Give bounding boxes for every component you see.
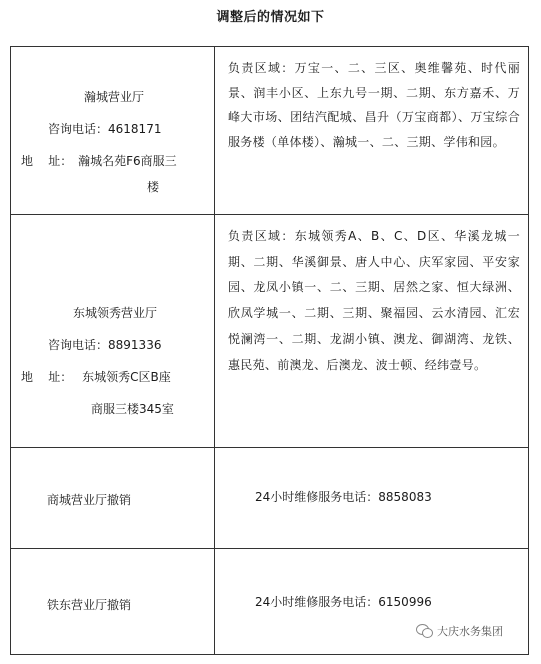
office-name: 瀚城营业厅 <box>84 90 145 104</box>
phone-label: 咨询电话： <box>48 122 109 136</box>
service-area-text: 负责区域：东城领秀A、B、C、D区、华溪龙城一期、二期、华溪御景、唐人中心、庆军家园、平安家园、龙凤小镇一、二、三期、居然之家、恒大绿洲、欣凤学城一、二期、三期、聚福园、云水清园、汇宏悦澜湾一、二期、龙湖小镇、澳龙、御湖湾、龙铁、惠民苑、前澳龙、后澳龙、波士顿、经纬壹号。 <box>228 229 520 372</box>
office-phone <box>48 117 161 141</box>
address-label: 地 址： <box>21 370 73 384</box>
office-info-cell <box>11 47 215 214</box>
hotline-number: 8858083 <box>378 490 432 504</box>
office-name: 东城领秀营业厅 <box>73 306 158 320</box>
closure-notice: 商城营业厅撤销 <box>47 493 132 507</box>
watermark-text: 大庆水务集团 <box>437 625 503 638</box>
closure-notice: 铁东营业厅撤销 <box>47 598 132 612</box>
repair-hotline <box>255 593 432 610</box>
watermark <box>416 620 503 642</box>
office-area-cell <box>215 215 528 447</box>
table-row <box>11 215 528 448</box>
phone-number: 8891336 <box>108 338 162 352</box>
table-row <box>11 448 528 549</box>
office-address <box>21 149 177 173</box>
closure-cell <box>11 448 215 548</box>
address-continued: 楼 <box>147 180 160 194</box>
wechat-icon <box>416 624 432 638</box>
hotline-label: 24小时维修服务电话： <box>255 595 379 609</box>
phone-number: 4618171 <box>108 122 162 136</box>
repair-hotline <box>255 488 432 505</box>
address-continued: 商服三楼345室 <box>91 402 174 416</box>
closure-cell <box>11 549 215 655</box>
office-table <box>10 46 529 655</box>
office-info-cell <box>11 215 215 447</box>
office-phone <box>48 333 161 357</box>
service-area-text: 负责区域：万宝一、二、三区、奥维馨苑、时代丽景、润丰小区、上东九号一期、二期、东方嘉禾、万峰大市场、团结汽配城、昌升（万宝商都）、万宝综合服务楼（单体楼）、瀚城一、二、三期、学伟和园。 <box>228 61 520 149</box>
page-title: 调整后的情况如下 <box>216 10 325 25</box>
address-text: 瀚城名苑F6商服三 <box>78 154 177 168</box>
phone-label: 咨询电话： <box>48 338 109 352</box>
table-row <box>11 47 528 215</box>
address-text: 东城领秀C区B座 <box>82 370 171 384</box>
office-address <box>21 365 171 389</box>
office-area-cell <box>215 47 528 214</box>
hotline-label: 24小时维修服务电话： <box>255 490 379 504</box>
hotline-number: 6150996 <box>378 595 432 609</box>
address-label: 地 址： <box>21 154 73 168</box>
hotline-cell <box>215 448 528 548</box>
